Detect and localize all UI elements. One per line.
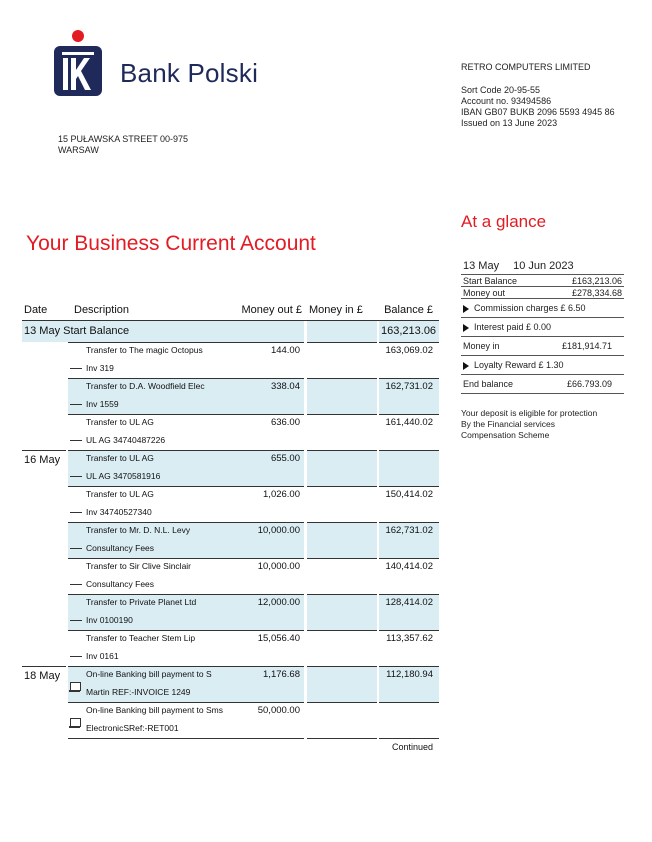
row-balance: 113,357.62 bbox=[386, 633, 433, 644]
glance-money-out bbox=[461, 287, 624, 298]
row-date: 18 May bbox=[24, 670, 61, 682]
header-money-out: Money out £ bbox=[241, 304, 302, 316]
header-date: Date bbox=[24, 304, 48, 316]
row-money-out: 338.04 bbox=[270, 381, 300, 392]
table-header bbox=[22, 300, 439, 320]
start-balance-row-label: 13 May Start Balance bbox=[24, 325, 130, 337]
row-description-line-2: Consultancy Fees bbox=[86, 579, 155, 589]
row-balance: 150,414.02 bbox=[385, 489, 433, 500]
page-title: Your Business Current Account bbox=[26, 232, 316, 255]
dash-marker bbox=[70, 620, 82, 621]
table-row bbox=[22, 666, 439, 702]
period-from: 13 May bbox=[463, 260, 500, 272]
header-balance: Balance £ bbox=[384, 304, 433, 316]
glance-period bbox=[461, 258, 624, 274]
row-description-line-1: On-line Banking bill payment to S bbox=[86, 669, 212, 679]
sort-code: Sort Code 20-95-55 bbox=[461, 85, 541, 95]
table-row bbox=[22, 486, 439, 522]
header-description: Description bbox=[74, 304, 130, 316]
glance-loyalty bbox=[461, 356, 624, 374]
table-row bbox=[22, 594, 439, 630]
row-balance: 112,180.94 bbox=[386, 669, 433, 680]
end-balance-value: £66.793.09 bbox=[566, 379, 612, 389]
table-end bbox=[22, 738, 439, 752]
address-line-1: 15 PUŁAWSKA STREET 00-975 bbox=[58, 134, 189, 144]
issued-date: Issued on 13 June 2023 bbox=[461, 118, 558, 128]
row-money-out: 636.00 bbox=[270, 417, 300, 428]
loyalty-text: Loyalty Reward £ 1.30 bbox=[474, 360, 564, 370]
row-money-out: 10,000.00 bbox=[257, 525, 300, 536]
row-money-out: 12,000.00 bbox=[257, 597, 300, 608]
end-balance-label: End balance bbox=[463, 379, 514, 389]
dash-marker bbox=[70, 440, 82, 441]
start-balance-row-value: 163,213.06 bbox=[381, 325, 437, 337]
row-description-line-1: Transfer to Mr. D. N.L. Levy bbox=[86, 525, 191, 535]
money-out-label: Money out bbox=[463, 287, 506, 298]
row-balance: 163,069.02 bbox=[385, 345, 433, 356]
glance-interest bbox=[461, 318, 624, 336]
bank-address bbox=[58, 134, 188, 156]
table-row bbox=[22, 522, 439, 558]
table-row bbox=[22, 378, 439, 414]
row-description-line-1: Transfer to Teacher Stem Lip bbox=[86, 633, 196, 643]
start-balance-row bbox=[22, 320, 439, 342]
glance-start-balance bbox=[461, 275, 624, 286]
glance-panel bbox=[461, 258, 624, 441]
protection-note bbox=[461, 408, 624, 441]
table-row bbox=[22, 702, 439, 738]
glance-end-balance bbox=[461, 375, 624, 393]
computer-icon bbox=[70, 682, 81, 691]
row-description-line-2: Inv 0161 bbox=[86, 651, 119, 661]
bank-name: Bank Polski bbox=[120, 58, 259, 88]
table-row bbox=[22, 630, 439, 666]
row-money-out: 655.00 bbox=[270, 453, 300, 464]
note-line-3: Compensation Scheme bbox=[461, 430, 550, 440]
interest-text: Interest paid £ 0.00 bbox=[474, 322, 552, 332]
commission-text: Commission charges £ 6.50 bbox=[474, 303, 586, 313]
row-description-line-2: Martin REF:-INVOICE 1249 bbox=[86, 687, 191, 697]
row-money-out: 144.00 bbox=[270, 345, 300, 356]
row-money-out: 50,000.00 bbox=[257, 705, 300, 716]
glance-title: At a glance bbox=[461, 212, 547, 231]
dash-marker bbox=[70, 584, 82, 585]
dash-marker bbox=[70, 512, 82, 513]
row-description-line-2: UL AG 3470581916 bbox=[86, 471, 161, 481]
row-description-line-2: Inv 0100190 bbox=[86, 615, 133, 625]
money-in-label: Money in bbox=[463, 341, 500, 351]
transaction-rows bbox=[22, 342, 439, 738]
row-description-line-1: Transfer to D.A. Woodfield Elec bbox=[86, 381, 205, 391]
row-description-line-1: On-line Banking bill payment to Sms bbox=[86, 705, 224, 715]
row-money-out: 10,000.00 bbox=[257, 561, 300, 572]
account-holder-block bbox=[461, 62, 641, 129]
row-description-line-1: Transfer to UL AG bbox=[86, 417, 154, 427]
row-balance: 162,731.02 bbox=[385, 525, 433, 536]
triangle-bullet-icon bbox=[463, 305, 469, 313]
triangle-bullet-icon bbox=[463, 324, 469, 332]
header-money-in: Money in £ bbox=[309, 304, 363, 316]
row-balance: 161,440.02 bbox=[385, 417, 433, 428]
start-balance-value: £163,213.06 bbox=[571, 275, 622, 286]
row-description-line-2: Inv 34740527340 bbox=[86, 507, 152, 517]
table-row bbox=[22, 414, 439, 450]
row-balance: 162,731.02 bbox=[385, 381, 433, 392]
table-row bbox=[22, 450, 439, 486]
row-description-line-1: Transfer to The magic Octopus bbox=[86, 345, 203, 355]
company-name: RETRO COMPUTERS LIMITED bbox=[461, 62, 591, 72]
row-description-line-1: Transfer to Sir Clive Sinclair bbox=[86, 561, 192, 571]
row-balance: 128,414.02 bbox=[385, 597, 433, 608]
triangle-bullet-icon bbox=[463, 362, 469, 370]
row-description-line-2: Inv 1559 bbox=[86, 399, 119, 409]
glance-commission bbox=[461, 299, 624, 317]
note-line-2: By the Financial services bbox=[461, 419, 556, 429]
address-line-2: WARSAW bbox=[58, 145, 99, 155]
row-money-out: 15,056.40 bbox=[257, 633, 300, 644]
row-description-line-1: Transfer to Private Planet Ltd bbox=[86, 597, 197, 607]
row-date: 16 May bbox=[24, 454, 61, 466]
iban: IBAN GB07 BUKB 2096 5593 4945 86 bbox=[461, 107, 615, 117]
dash-marker bbox=[70, 476, 82, 477]
row-description-line-2: ElectronicSRef:-RET001 bbox=[86, 723, 179, 733]
glance-money-in bbox=[461, 337, 624, 355]
table-row bbox=[22, 558, 439, 594]
dash-marker bbox=[70, 548, 82, 549]
row-balance: 140,414.02 bbox=[385, 561, 433, 572]
row-description-line-2: UL AG 34740487226 bbox=[86, 435, 166, 445]
row-description-line-1: Transfer to UL AG bbox=[86, 489, 154, 499]
money-in-value: £181,914.71 bbox=[561, 341, 612, 351]
row-money-out: 1,176.68 bbox=[263, 669, 300, 680]
row-money-out: 1,026.00 bbox=[263, 489, 300, 500]
start-balance-label: Start Balance bbox=[463, 275, 518, 286]
note-line-1: Your deposit is eligible for protection bbox=[461, 408, 598, 418]
money-out-value: £278,334.68 bbox=[571, 287, 622, 298]
transactions-table bbox=[22, 300, 439, 752]
dash-marker bbox=[70, 404, 82, 405]
continued-label: Continued bbox=[391, 742, 433, 752]
account-number: Account no. 93494586 bbox=[461, 96, 552, 106]
dash-marker bbox=[70, 368, 82, 369]
row-description-line-2: Inv 319 bbox=[86, 363, 114, 373]
period-to: 10 Jun 2023 bbox=[513, 260, 574, 272]
bank-logo-icon bbox=[52, 30, 104, 98]
computer-icon bbox=[70, 718, 81, 727]
row-description-line-1: Transfer to UL AG bbox=[86, 453, 154, 463]
dash-marker bbox=[70, 656, 82, 657]
row-description-line-2: Consultancy Fees bbox=[86, 543, 155, 553]
table-row bbox=[22, 342, 439, 378]
